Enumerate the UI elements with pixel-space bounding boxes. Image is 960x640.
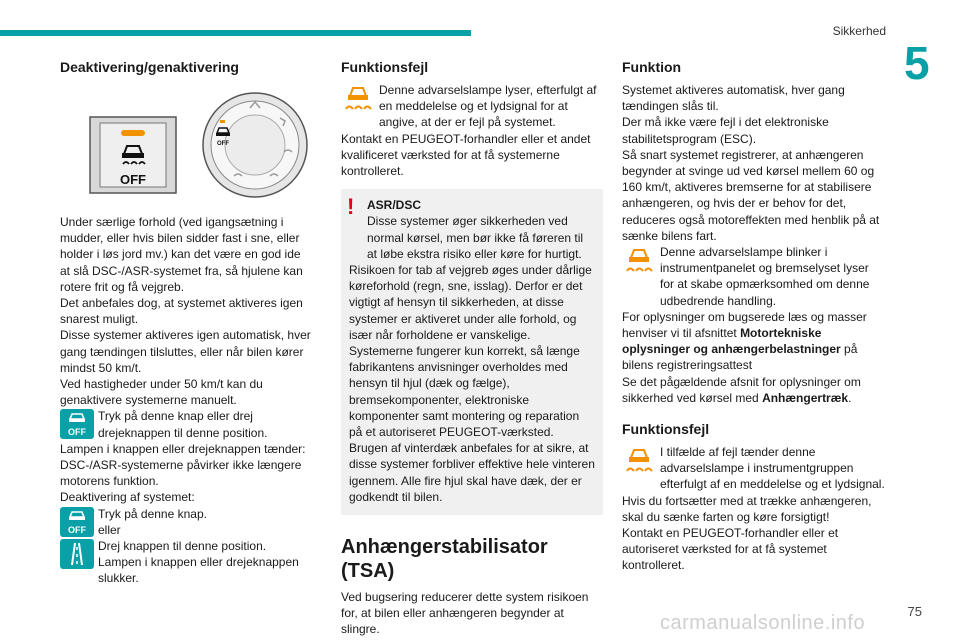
heading-tsa: Anhængerstabilisator (TSA) <box>341 536 548 583</box>
paragraph: Kontakt en PEUGEOT-forhandler eller et andet kvalificeret værksted for at få systemerne kontrolleret. <box>341 131 591 179</box>
drive-mode-knob-figure <box>200 90 310 200</box>
paragraph: Under særlige forhold (ved igangsætning i mudder, eller hvis bilen sidder fast i sne, eller holder i løs jord mv.) kan det være en god ide at slå DSC-/ASR-systemet fra, så hjulene kan rotere frit og få vejgreb. <box>60 215 303 294</box>
orange-skid-warning-icon <box>622 245 656 275</box>
svg-text:OFF: OFF <box>217 141 229 147</box>
column-function <box>622 58 886 574</box>
paragraph: Kontakt en PEUGEOT-forhandler eller et autoriseret værksted for at få systemet kontrolleret. <box>622 526 839 573</box>
heading-deactivation: Deaktivering/genaktivering <box>60 59 239 75</box>
teal-road-icon <box>60 539 94 569</box>
chapter-number: 5 <box>904 37 930 89</box>
paragraph: Det anbefales dog, at systemet aktiveres igen snarest muligt. <box>60 296 303 327</box>
paragraph: Disse systemer aktiveres igen automatisk, hver gang tændingen tilsluttes, eller når bilen kører mindst 50 km/t. <box>60 328 311 375</box>
paragraph: Se det pågældende afsnit for oplysninger om sikkerhed ved kørsel med Anhængertræk. <box>622 374 861 405</box>
orange-skid-warning-icon <box>341 83 375 113</box>
icon-instruction: Denne advarselslampe lyser, efterfulgt af en meddelelse og et lydsignal for at angive, at der er fejl på systemet. <box>341 82 603 131</box>
warning-title: ASR/DSC <box>367 198 422 213</box>
svg-text:OFF: OFF <box>68 427 86 438</box>
paragraph: Der må ikke være fejl i det elektroniske stabilitetsprogram (ESC). <box>622 115 829 146</box>
paragraph: Lampen i knappen eller drejeknappen tænder: <box>60 441 306 456</box>
column-malfunction <box>341 58 603 638</box>
paragraph: Så snart systemet registrerer, at anhængeren begynder at svinge ud ved kørsel mellem 60 og 160 km/t, aktiveres bremserne for at stabilisere anhængeren, og hvis der er behov for det, reduceres også motoreffekten med henblik på at sænke bilens fart. <box>622 147 880 243</box>
page-number: 75 <box>907 604 922 619</box>
column-deactivation <box>60 58 312 587</box>
section-title: Sikkerhed <box>832 24 886 38</box>
heading-function: Funktion <box>622 59 682 75</box>
off-label: OFF <box>120 172 146 187</box>
heading-malfunction: Funktionsfejl <box>341 59 429 75</box>
figures <box>60 90 312 200</box>
icon-instruction: Denne advarselslampe blinker i instrumentpanelet og bremselyset lyser for at skabe opmærksomhed om denne udbedrende handling. <box>622 244 886 309</box>
teal-off-icon <box>60 507 94 537</box>
icon-instruction: OFF Tryk på denne knap eller drej drejeknappen til denne position. <box>60 408 312 440</box>
orange-skid-warning-icon <box>622 445 656 475</box>
teal-off-icon <box>60 409 94 439</box>
icon-instruction: I tilfælde af fejl tænder denne advarselslampe i instrumentgruppen efterfulgt af en meddelelse og et lydsignal. <box>622 444 886 493</box>
heading-malfunction-2: Funktionsfejl <box>622 421 710 438</box>
svg-text:OFF: OFF <box>68 524 86 535</box>
dsc-off-button-figure <box>88 115 178 195</box>
paragraph: Ved bugsering reducerer dette system risikoen for, at bilen eller anhængeren begynder at slingre. <box>341 590 589 637</box>
paragraph: For oplysninger om bugserede læs og masser henviser vi til afsnittet Motortekniske oplysninger og anhængerbelastninger på bilens registreringsattest <box>622 309 867 373</box>
paragraph: Hvis du fortsætter med at trække anhængeren, skal du sænke farten og køre forsigtigt! <box>622 493 872 524</box>
exclamation-icon: ! <box>347 194 355 220</box>
warning-box: ! ASR/DSC Disse systemer øger sikkerheden ved normal kørsel, men bør ikke få føreren til at løbe ekstra risiko eller køre for hurtigt. Risikoen for tab af vejgreb øges under dårlige køreforhold (regn, sne, isslag). Derfor er det vigtigt af hensyn til sikkerheden, at disse systemer er aktiveret under alle forhold, og især når forholdene er vanskelige. Systemerne fungerer kun korrekt, så længe fabrikantens anvisninger overholdes med hensyn til hjul (dæk og fælge), bremsekomponenter, elektroniske komponenter samt montering og reparation på et autoriseret PEUGEOT-værksted. Brugen af vinterdæk anbefales for at sikre, at disse systemer forbliver effektive hele vinteren igennem. Alle fire hjul skal have dæk, der er godkendt til bilen. <box>341 189 603 515</box>
header-accent-bar <box>0 30 471 36</box>
paragraph: Deaktivering af systemet: <box>60 490 195 505</box>
paragraph: Ved hastigheder under 50 km/t kan du genaktivere systemerne manuelt. <box>60 377 263 408</box>
paragraph: Systemet aktiveres automatisk, hver gang tændingen slås til. <box>622 83 845 114</box>
paragraph: DSC-/ASR-systemerne påvirker ikke længere motorens funktion. <box>60 458 302 489</box>
watermark: carmanualsonline.info <box>660 612 866 634</box>
icon-instruction: Drej knappen til denne position. Lampen i knappen eller drejeknappen slukker. <box>60 538 312 587</box>
icon-instruction: OFF Tryk på denne knap. eller <box>60 506 312 538</box>
